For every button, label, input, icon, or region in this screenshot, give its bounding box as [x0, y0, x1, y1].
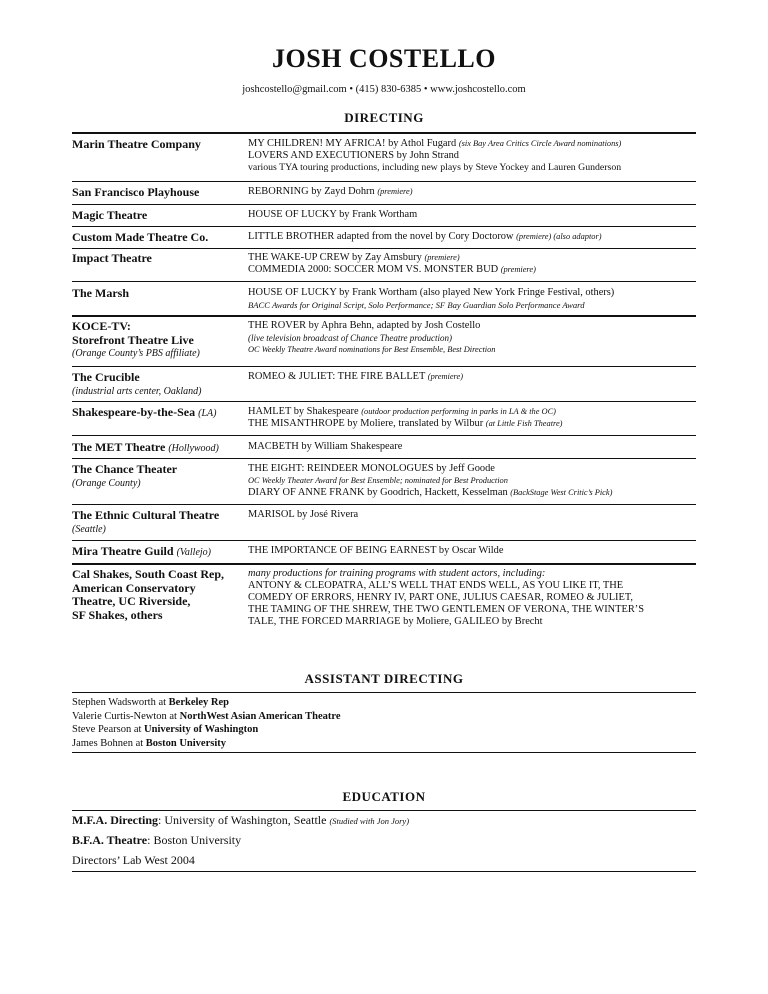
company-name: Marin Theatre Company: [72, 137, 201, 151]
production-note: (live television broadcast of Chance Theatre production): [248, 333, 452, 343]
company-name: SF Shakes, others: [72, 607, 163, 622]
production: LITTLE BROTHER adapted from the novel by Cory Doctorow: [248, 231, 514, 242]
education-mfa: [72, 813, 409, 828]
production: ROMEO & JULIET: THE FIRE BALLET: [248, 371, 426, 382]
production-note: (BackStage West Critic’s Pick): [510, 488, 613, 497]
divider: [72, 401, 696, 402]
school: : Boston University: [147, 833, 242, 847]
degree: B.F.A. Theatre: [72, 833, 148, 847]
production: LOVERS AND EXECUTIONERS by John Strand: [248, 150, 459, 161]
company-note: (Orange County): [72, 477, 141, 489]
organization: University of Washington: [144, 724, 259, 735]
director-name: Valerie Curtis-Newton at: [72, 710, 180, 722]
assistant-directing-heading: ASSISTANT DIRECTING: [304, 671, 464, 686]
company-name: The Chance Theater: [72, 462, 178, 476]
directing-heading: DIRECTING: [344, 110, 424, 125]
production: various TYA touring productions, including new plays by Steve Yockey and Lauren Gunderson: [248, 162, 622, 173]
production-note: (premiere) (also adaptor): [516, 232, 602, 241]
company-name: Cal Shakes, South Coast Rep,: [72, 567, 225, 581]
company-name: American Conservatory: [72, 580, 196, 595]
production: MY CHILDREN! MY AFRICA! by Athol Fugard: [248, 138, 457, 149]
company-note: (Vallejo): [176, 547, 211, 558]
production: HAMLET by Shakespeare: [248, 406, 359, 417]
company-name: Shakespeare-by-the-Sea: [72, 405, 196, 419]
director-name: James Bohnen at: [72, 737, 146, 749]
assistant-entry: [72, 723, 341, 737]
company-note: (Seattle): [72, 523, 106, 535]
divider: [72, 366, 696, 367]
divider: [72, 315, 696, 317]
director-name: Steve Pearson at: [72, 724, 145, 735]
divider: [72, 281, 696, 282]
education-bfa: [72, 833, 241, 848]
production-list: COMEDY OF ERRORS, HENRY IV, PART ONE, JULIUS CAESAR, ROMEO & JULIET,: [248, 592, 634, 603]
divider: [72, 563, 696, 565]
production: HOUSE OF LUCKY by Frank Wortham: [248, 209, 418, 220]
production-note: (at Little Fish Theatre): [485, 419, 563, 428]
organization: Boston University: [145, 737, 226, 749]
company-name: Magic Theatre: [72, 208, 148, 222]
school: : University of Washington, Seattle: [158, 813, 330, 827]
production-list: TALE, THE FORCED MARRIAGE: [248, 616, 401, 627]
company-name: Mira Theatre Guild: [72, 544, 174, 558]
education-note: (Studied with Jon Jory): [329, 816, 410, 826]
company-name: The Crucible: [72, 370, 140, 384]
education-heading: EDUCATION: [342, 789, 426, 804]
divider: [72, 248, 696, 249]
name-heading: JOSH COSTELLO: [272, 44, 496, 73]
divider: [72, 204, 696, 205]
organization: Berkeley Rep: [168, 697, 230, 708]
production: REBORNING by Zayd Dohrn: [248, 186, 375, 197]
production-note: (outdoor production performing in parks in LA & the OC): [361, 407, 556, 416]
assistant-entry: [72, 696, 341, 710]
contact-line: joshcostello@gmail.com • (415) 830-6385 • www.joshcostello.com: [242, 84, 526, 95]
education-lab: Directors’ Lab West 2004: [72, 853, 195, 867]
divider: [72, 752, 696, 753]
assistant-directing-list: [72, 696, 341, 750]
assistant-entry: [72, 737, 341, 751]
production-list: THE TAMING OF THE SHREW, THE TWO GENTLEMEN OF VERONA, THE WINTER’S: [248, 604, 645, 615]
divider: [72, 132, 696, 134]
company-name: San Francisco Playhouse: [72, 185, 200, 199]
company-name: Storefront Theatre Live: [72, 332, 194, 347]
production: THE ROVER by Aphra Behn, adapted by Josh Costello: [248, 320, 481, 331]
divider: [72, 458, 696, 459]
company-name: Custom Made Theatre Co.: [72, 230, 209, 244]
production: HOUSE OF LUCKY by Frank Wortham (also played New York Fringe Festival, others): [248, 287, 615, 298]
award-note: OC Weekly Theater Award for Best Ensemble; nominated for Best Production: [248, 476, 508, 485]
production: THE WAKE-UP CREW by Zay Amsbury: [248, 252, 422, 263]
divider: [72, 810, 696, 811]
company-name: KOCE-TV:: [72, 319, 131, 333]
divider: [72, 435, 696, 436]
divider: [72, 181, 696, 182]
divider: [72, 504, 696, 505]
divider: [72, 871, 696, 872]
production: THE MISANTHROPE by Moliere, translated by Wilbur: [248, 418, 484, 429]
assistant-entry: [72, 710, 341, 724]
production: MARISOL by José Rivera: [248, 509, 359, 520]
production: COMMEDIA 2000: SOCCER MOM VS. MONSTER BUD: [248, 264, 499, 275]
production: THE IMPORTANCE OF BEING EARNEST by Oscar Wilde: [248, 545, 504, 556]
company-note: (industrial arts center, Oakland): [72, 385, 202, 397]
award-note: OC Weekly Theatre Award nominations for Best Ensemble, Best Direction: [248, 345, 496, 354]
production-note: (six Bay Area Critics Circle Award nominations): [458, 139, 622, 148]
company-name: The MET Theatre: [72, 440, 166, 454]
divider: [72, 540, 696, 541]
company-note: (Orange County’s PBS affiliate): [72, 348, 200, 359]
company-name: The Marsh: [72, 286, 129, 300]
production-note: (premiere): [424, 253, 460, 262]
divider: [72, 692, 696, 693]
production-note: (premiere): [500, 265, 536, 274]
production-note: (premiere): [377, 187, 413, 196]
company-name: The Ethnic Cultural Theatre: [72, 508, 220, 522]
production-list: by Moliere, GALILEO by Brecht: [400, 616, 543, 627]
award-note: BACC Awards for Original Script, Solo Performance; SF Bay Guardian Solo Performance Award: [248, 300, 585, 310]
production: MACBETH by William Shakespeare: [248, 441, 403, 452]
director-name: Stephen Wadsworth at: [72, 697, 169, 708]
company-name: Theatre, UC Riverside,: [72, 594, 191, 608]
organization: NorthWest Asian American Theatre: [179, 710, 341, 722]
production: THE EIGHT: REINDEER MONOLOGUES by Jeff Goode: [248, 463, 495, 474]
company-note: (LA): [198, 408, 217, 419]
company-note: (Hollywood): [168, 443, 219, 454]
production-list: ANTONY & CLEOPATRA, ALL’S WELL THAT ENDS WELL, AS YOU LIKE IT, THE: [248, 580, 624, 591]
degree: M.F.A. Directing: [72, 813, 158, 827]
divider: [72, 226, 696, 227]
production: DIARY OF ANNE FRANK by Goodrich, Hackett, Kesselman: [248, 487, 508, 498]
company-name: Impact Theatre: [72, 251, 152, 265]
production-note: (premiere): [427, 372, 463, 381]
production-note: many productions for training programs with student actors, including:: [248, 568, 546, 579]
